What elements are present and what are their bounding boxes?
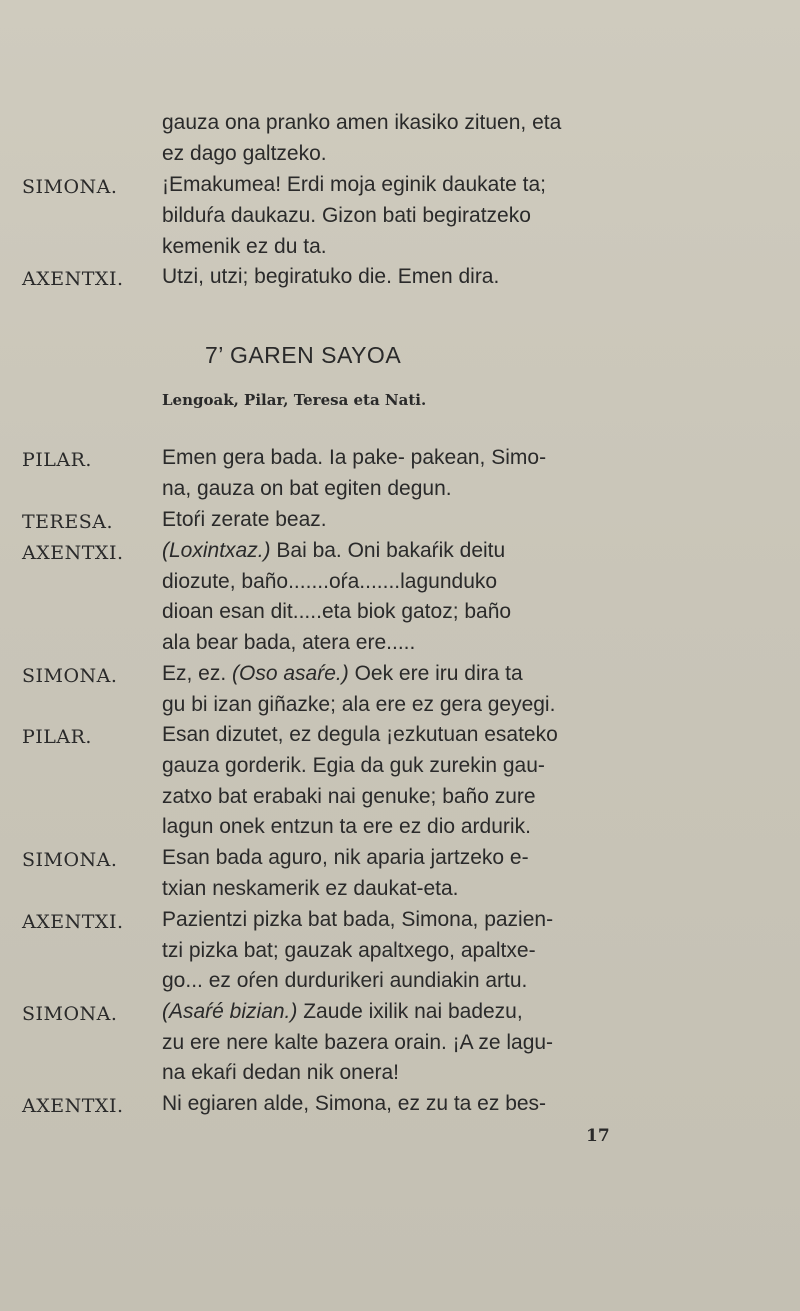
spoken-text: tzi pizka bat; gauzak apaltxego, apaltxe- <box>162 939 536 962</box>
line-text <box>162 567 497 597</box>
spoken-text: Zaude ixilik nai badezu, <box>297 1000 523 1023</box>
spoken-text: lagun onek entzun ta ere ez dio ardurik. <box>162 815 531 838</box>
speaker-name: SIMONA. <box>22 176 118 198</box>
dialogue-line-with-speaker <box>0 505 800 535</box>
scene-title: 7’ GAREN SAYOA <box>205 342 402 368</box>
speaker-name: SIMONA. <box>22 665 118 687</box>
line-text <box>162 905 553 935</box>
spoken-text: gauza gorderik. Egia da guk zurekin gau- <box>162 754 545 777</box>
line-text <box>162 536 505 566</box>
spoken-text: ez dago galtzeko. <box>162 142 327 165</box>
line-text <box>162 874 458 904</box>
line-text <box>162 720 558 750</box>
dialogue-line <box>0 567 800 597</box>
dialogue-line <box>0 812 800 842</box>
speaker-name: AXENTXI. <box>22 542 124 564</box>
speaker-name: AXENTXI. <box>22 911 124 933</box>
speaker-name: PILAR. <box>22 726 92 748</box>
spoken-text: Pazientzi pizka bat bada, Simona, pazien- <box>162 908 554 931</box>
line-text <box>162 443 546 473</box>
dialogue-line <box>0 108 800 138</box>
speaker-name: AXENTXI. <box>22 1095 124 1117</box>
line-text <box>162 139 327 169</box>
line-text <box>162 474 452 504</box>
spoken-text: Utzi, utzi; begiratuko die. Emen dira. <box>162 265 500 288</box>
line-text <box>162 262 499 292</box>
spoken-text: txian neskamerik ez daukat-eta. <box>162 877 459 900</box>
spoken-text: Esan dizutet, ez degula ¡ezkutuan esateko <box>162 723 558 746</box>
dialogue-line-with-speaker <box>0 843 800 873</box>
line-text <box>162 1028 553 1058</box>
line-text <box>162 782 536 812</box>
dialogue-line-with-speaker <box>0 905 800 935</box>
spoken-text: gu bi izan giñazke; ala ere ez gera geyegi. <box>162 693 556 716</box>
dialogue-line-with-speaker <box>0 720 800 750</box>
line-text <box>162 690 555 720</box>
dialogue-line <box>0 201 800 231</box>
dialogue-line <box>0 751 800 781</box>
line-text <box>162 997 523 1027</box>
line-text <box>162 936 536 966</box>
dialogue-line-with-speaker <box>0 443 800 473</box>
spoken-text: diozute, baño.......oŕa.......lagunduko <box>162 570 498 593</box>
line-text <box>162 628 415 658</box>
dialogue-line-with-speaker <box>0 536 800 566</box>
dialogue-line <box>0 966 800 996</box>
speaker-name: PILAR. <box>22 449 92 471</box>
dialogue-line <box>0 874 800 904</box>
speaker-name: SIMONA. <box>22 849 118 871</box>
line-text <box>162 1058 399 1088</box>
line-text <box>162 812 531 842</box>
dialogue-line <box>0 628 800 658</box>
spoken-text: Emen gera bada. Ia pake- pakean, Simo- <box>162 446 547 469</box>
dialogue-line <box>0 139 800 169</box>
line-text <box>162 843 529 873</box>
spoken-text: zatxo bat erabaki nai genuke; baño zure <box>162 785 536 808</box>
page-number: 17 <box>586 1126 610 1146</box>
spoken-text: zu ere nere kalte bazera orain. ¡A ze lagu- <box>162 1031 554 1054</box>
line-text <box>162 170 546 200</box>
speaker-name: SIMONA. <box>22 1003 118 1025</box>
dialogue-line-with-speaker <box>0 1089 800 1119</box>
line-text <box>162 232 327 262</box>
spoken-text: ala bear bada, atera ere..... <box>162 631 416 654</box>
dialogue-line <box>0 1058 800 1088</box>
spoken-text: ¡Emakumea! Erdi moja eginik daukate ta; <box>162 173 547 196</box>
spoken-text: kemenik ez du ta. <box>162 235 327 258</box>
dialogue-line <box>0 597 800 627</box>
dialogue-line <box>0 782 800 812</box>
line-text <box>162 751 545 781</box>
line-text <box>162 505 327 535</box>
spoken-text: Esan bada aguro, nik aparia jartzeko e- <box>162 846 529 869</box>
stage-direction: (Loxintxaz.) <box>162 539 271 562</box>
line-text <box>162 659 523 689</box>
dialogue-line <box>0 474 800 504</box>
dialogue-line <box>0 1028 800 1058</box>
dialogue-line-with-speaker <box>0 262 800 292</box>
spoken-text: gauza ona pranko amen ikasiko zituen, eta <box>162 111 562 134</box>
line-text <box>162 108 561 138</box>
dialogue-line <box>0 690 800 720</box>
spoken-text: bilduŕa daukazu. Gizon bati begiratzeko <box>162 204 531 227</box>
spoken-text: Oek ere iru dira ta <box>348 662 523 685</box>
dialogue-line-with-speaker <box>0 659 800 689</box>
scene-characters: Lengoak, Pilar, Teresa eta Nati. <box>162 391 427 409</box>
spoken-text: dioan esan dit.....eta biok gatoz; baño <box>162 600 512 623</box>
stage-direction: (Asaŕé bizian.) <box>162 1000 298 1023</box>
line-text <box>162 966 527 996</box>
line-text <box>162 201 531 231</box>
spoken-text: na ekaŕi dedan nik onera! <box>162 1061 399 1084</box>
dialogue-line <box>0 936 800 966</box>
dialogue-line-with-speaker <box>0 170 800 200</box>
speaker-name: AXENTXI. <box>22 268 124 290</box>
spoken-text: Bai ba. Oni bakaŕik deitu <box>270 539 506 562</box>
spoken-text: Ni egiaren alde, Simona, ez zu ta ez bes- <box>162 1092 547 1115</box>
dialogue-line <box>0 232 800 262</box>
spoken-text: na, gauza on bat egiten degun. <box>162 477 452 500</box>
line-text <box>162 597 511 627</box>
speaker-name: TERESA. <box>22 511 113 533</box>
stage-direction: (Oso asaŕe.) <box>232 662 349 685</box>
spoken-text: Etoŕi zerate beaz. <box>162 508 327 531</box>
spoken-text: Ez, ez. <box>162 662 233 685</box>
line-text <box>162 1089 546 1119</box>
dialogue-line-with-speaker <box>0 997 800 1027</box>
spoken-text: go... ez oŕen durdurikeri aundiakin artu. <box>162 969 528 992</box>
